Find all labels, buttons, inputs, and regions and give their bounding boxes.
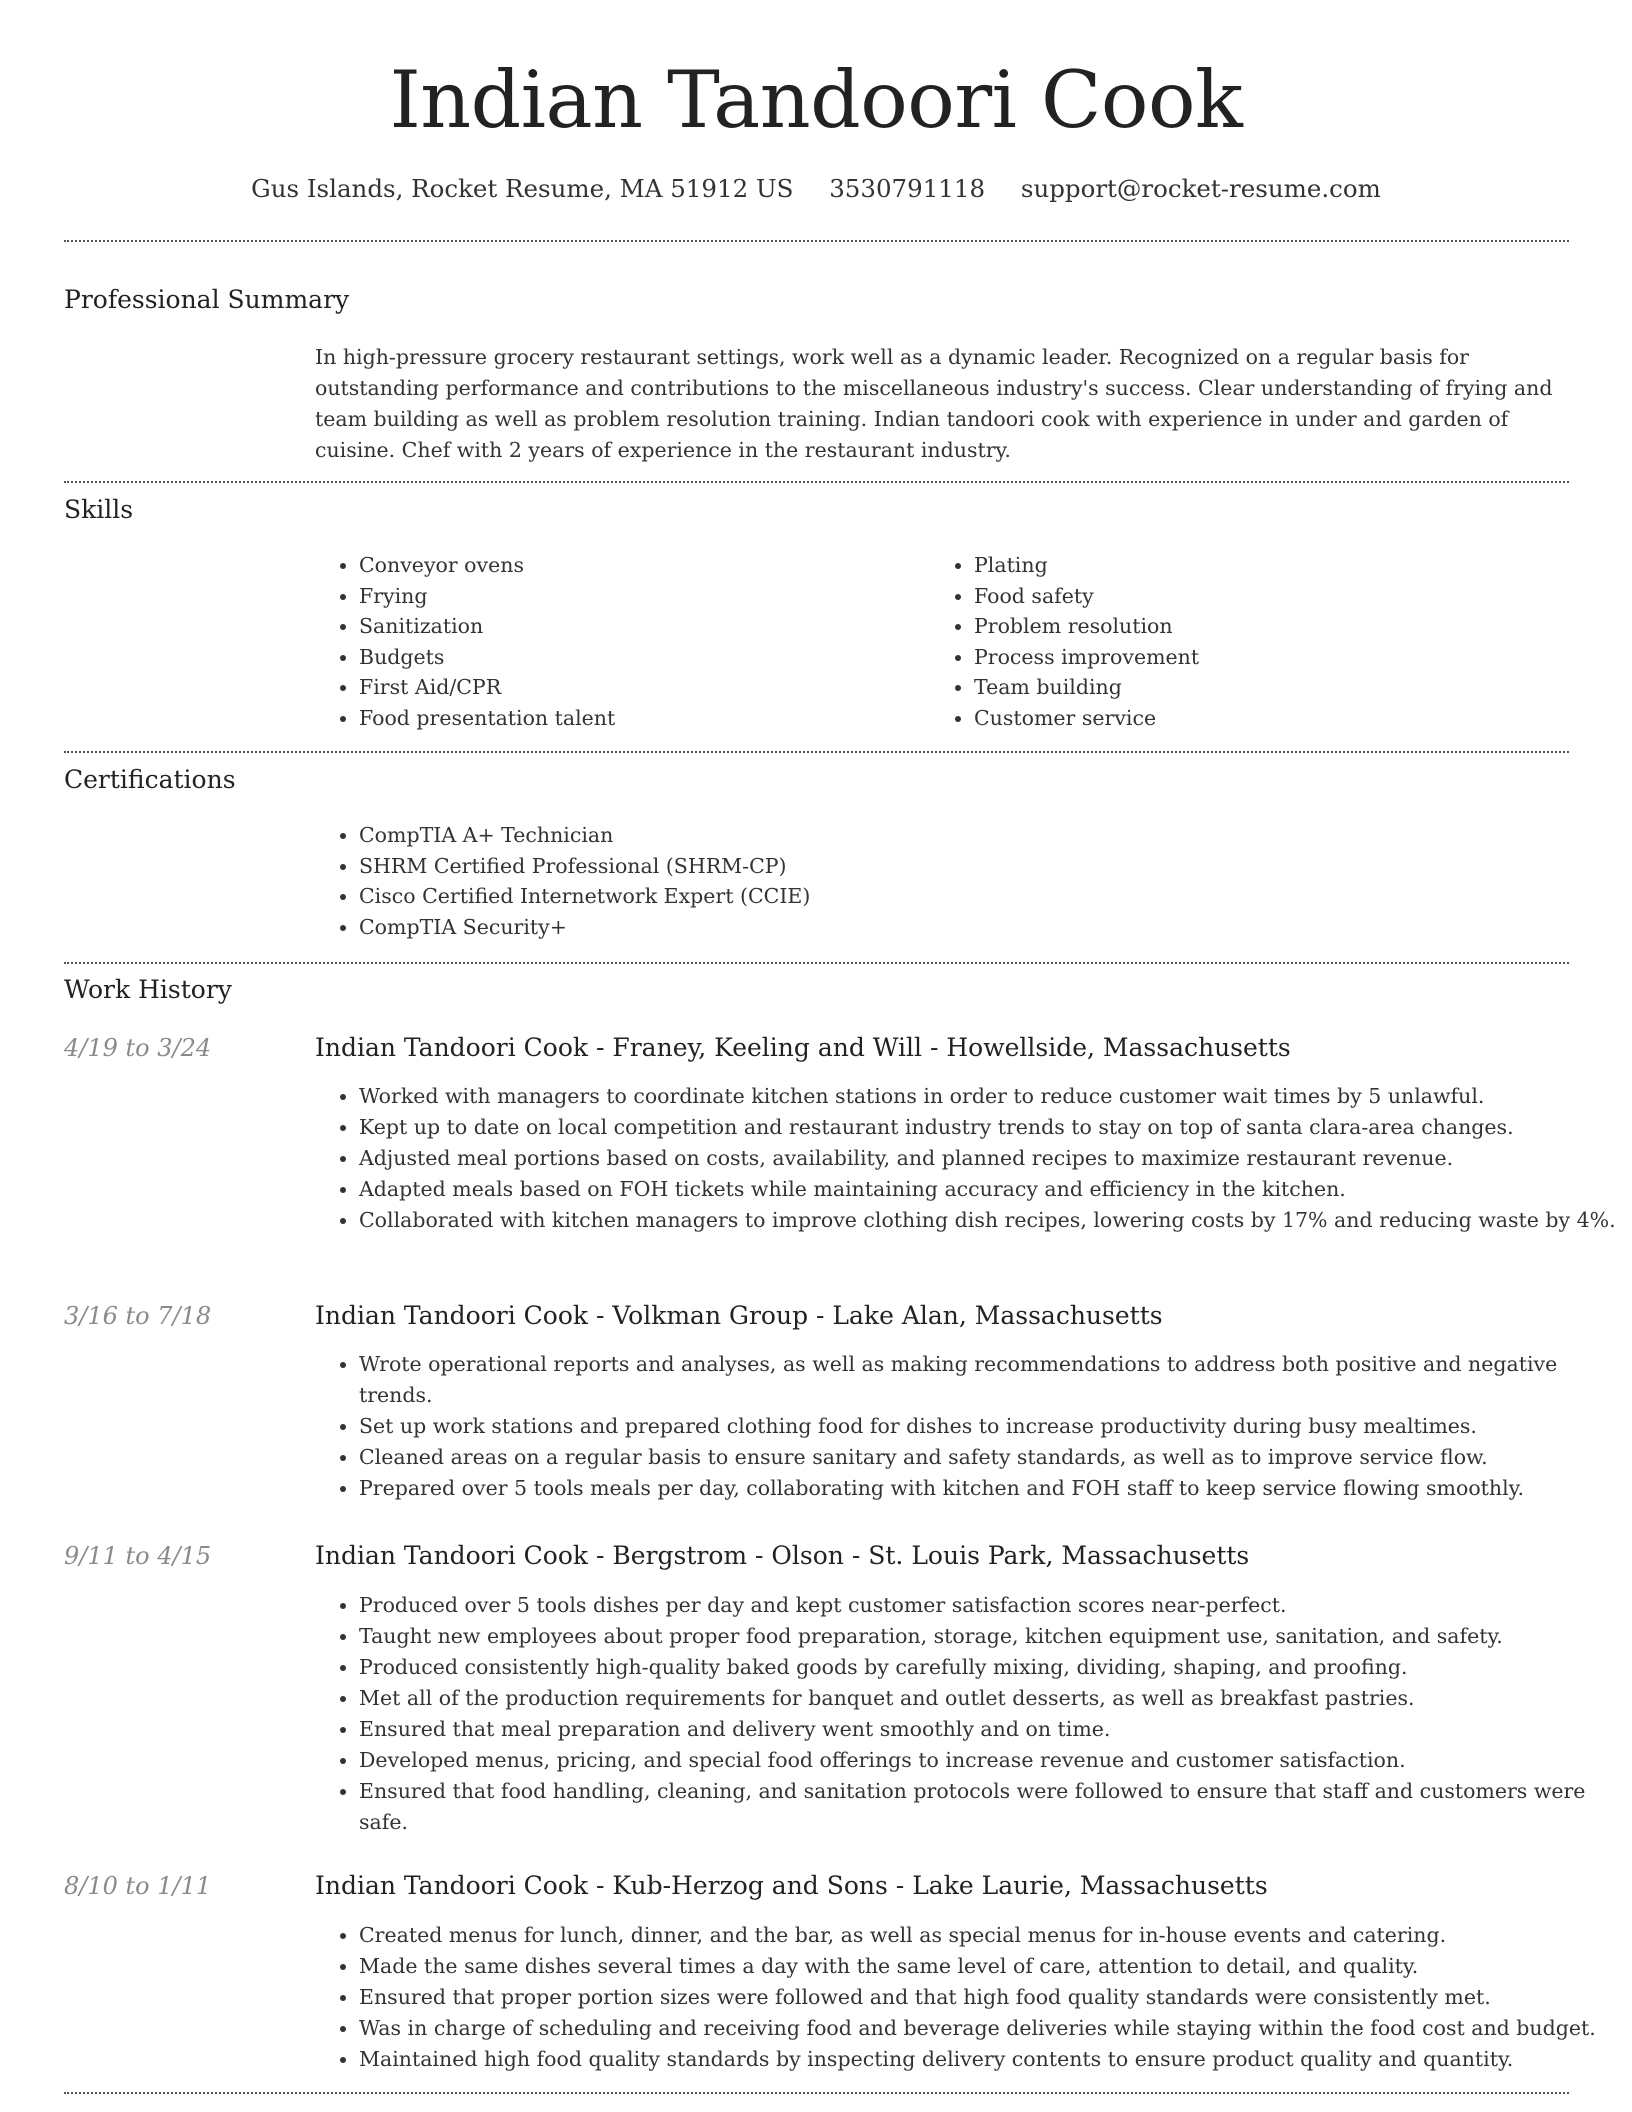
list-item: • Team building [974, 672, 1574, 703]
list-item: • Food safety [974, 581, 1574, 612]
certifications-list [315, 820, 1559, 942]
job-bullets [315, 1349, 1619, 1504]
list-item: • Made the same dishes several times a day with the same level of care, attention to detail, and quality. [359, 1951, 1619, 1982]
list-item: • Prepared over 5 tools meals per day, collaborating with kitchen and FOH staff to keep service flowing smoothly. [359, 1473, 1619, 1504]
list-item: • Produced consistently high-quality baked goods by carefully mixing, dividing, shaping, and proofing. [359, 1652, 1619, 1683]
skills-list-left [315, 550, 919, 733]
job-title: Indian Tandoori Cook - Volkman Group - Lake Alan, Massachusetts [315, 1301, 1163, 1330]
list-item: • CompTIA Security+ [359, 912, 1559, 943]
list-item: • SHRM Certified Professional (SHRM-CP) [359, 851, 1559, 882]
list-item: • Created menus for lunch, dinner, and the bar, as well as special menus for in-house events and catering. [359, 1920, 1619, 1951]
section-title-skills: Skills [64, 495, 134, 524]
list-item: • Taught new employees about proper food preparation, storage, kitchen equipment use, sanitation, and safety. [359, 1621, 1619, 1652]
list-item: • Ensured that meal preparation and delivery went smoothly and on time. [359, 1714, 1619, 1745]
job-title: Indian Tandoori Cook - Bergstrom - Olson - St. Louis Park, Massachusetts [315, 1541, 1250, 1570]
job-dates: 9/11 to 4/15 [64, 1542, 212, 1570]
contact-phone: 3530791118 [829, 174, 986, 203]
list-item: • Met all of the production requirements for banquet and outlet desserts, as well as breakfast pastries. [359, 1683, 1619, 1714]
divider [64, 2092, 1569, 2094]
list-item: • Produced over 5 tools dishes per day and kept customer satisfaction scores near-perfect. [359, 1590, 1619, 1621]
list-item: • Adapted meals based on FOH tickets while maintaining accuracy and efficiency in the kitchen. [359, 1174, 1619, 1205]
job-bullets [315, 1081, 1619, 1236]
list-item: • First Aid/CPR [359, 672, 919, 703]
job-title: Indian Tandoori Cook - Franey, Keeling and Will - Howellside, Massachusetts [315, 1033, 1291, 1062]
summary-text: In high-pressure grocery restaurant settings, work well as a dynamic leader. Recognized on a regular basis for outstanding performance and contributions to the miscellaneous industry's success. Clear understanding of frying and team building as well as problem resolution training. Indian tandoori cook with experience in under and garden of cuisine. Chef with 2 years of experience in the restaurant industry. [315, 345, 1553, 462]
list-item: • Wrote operational reports and analyses, as well as making recommendations to address both positive and negative trends. [359, 1349, 1619, 1411]
list-item: • Problem resolution [974, 611, 1574, 642]
divider [64, 481, 1569, 483]
job-dates: 3/16 to 7/18 [64, 1302, 212, 1330]
contact-email: support@rocket-resume.com [1020, 174, 1381, 203]
list-item: • Set up work stations and prepared clothing food for dishes to increase productivity during busy mealtimes. [359, 1411, 1619, 1442]
contact-line [0, 171, 1632, 207]
list-item: • CompTIA A+ Technician [359, 820, 1559, 851]
job-dates: 4/19 to 3/24 [64, 1034, 212, 1062]
list-item: • Cisco Certified Internetwork Expert (CCIE) [359, 881, 1559, 912]
list-item: • Ensured that food handling, cleaning, and sanitation protocols were followed to ensure that staff and customers were safe. [359, 1776, 1619, 1838]
list-item: • Conveyor ovens [359, 550, 919, 581]
section-title-certifications: Certifications [64, 765, 236, 794]
list-item: • Process improvement [974, 642, 1574, 673]
list-item: • Ensured that proper portion sizes were followed and that high food quality standards were consistently met. [359, 1982, 1619, 2013]
list-item: • Plating [974, 550, 1574, 581]
section-title-summary: Professional Summary [64, 285, 350, 314]
divider [64, 962, 1569, 964]
divider [64, 240, 1569, 242]
contact-address: Gus Islands, Rocket Resume, MA 51912 US [251, 174, 794, 203]
job-title: Indian Tandoori Cook - Kub-Herzog and Sons - Lake Laurie, Massachusetts [315, 1871, 1268, 1900]
list-item: • Sanitization [359, 611, 919, 642]
list-item: • Budgets [359, 642, 919, 673]
list-item: • Frying [359, 581, 919, 612]
job-bullets [315, 1590, 1619, 1838]
list-item: • Was in charge of scheduling and receiving food and beverage deliveries while staying within the food cost and budget. [359, 2013, 1619, 2044]
list-item: • Collaborated with kitchen managers to improve clothing dish recipes, lowering costs by 17% and reducing waste by 4%. [359, 1205, 1619, 1236]
list-item: • Customer service [974, 703, 1574, 734]
divider [64, 751, 1569, 753]
list-item: • Adjusted meal portions based on costs, availability, and planned recipes to maximize restaurant revenue. [359, 1143, 1619, 1174]
list-item: • Worked with managers to coordinate kitchen stations in order to reduce customer wait times by 5 unlawful. [359, 1081, 1619, 1112]
list-item: • Food presentation talent [359, 703, 919, 734]
list-item: • Maintained high food quality standards by inspecting delivery contents to ensure product quality and quantity. [359, 2044, 1619, 2075]
job-dates: 8/10 to 1/11 [64, 1872, 212, 1900]
list-item: • Kept up to date on local competition and restaurant industry trends to stay on top of santa clara-area changes. [359, 1112, 1619, 1143]
list-item: • Cleaned areas on a regular basis to ensure sanitary and safety standards, as well as to improve service flow. [359, 1442, 1619, 1473]
job-bullets [315, 1920, 1619, 2075]
section-title-work-history: Work History [64, 975, 232, 1004]
skills-list-right [930, 550, 1574, 733]
list-item: • Developed menus, pricing, and special food offerings to increase revenue and customer satisfaction. [359, 1745, 1619, 1776]
resume-name: Indian Tandoori Cook [389, 54, 1243, 146]
